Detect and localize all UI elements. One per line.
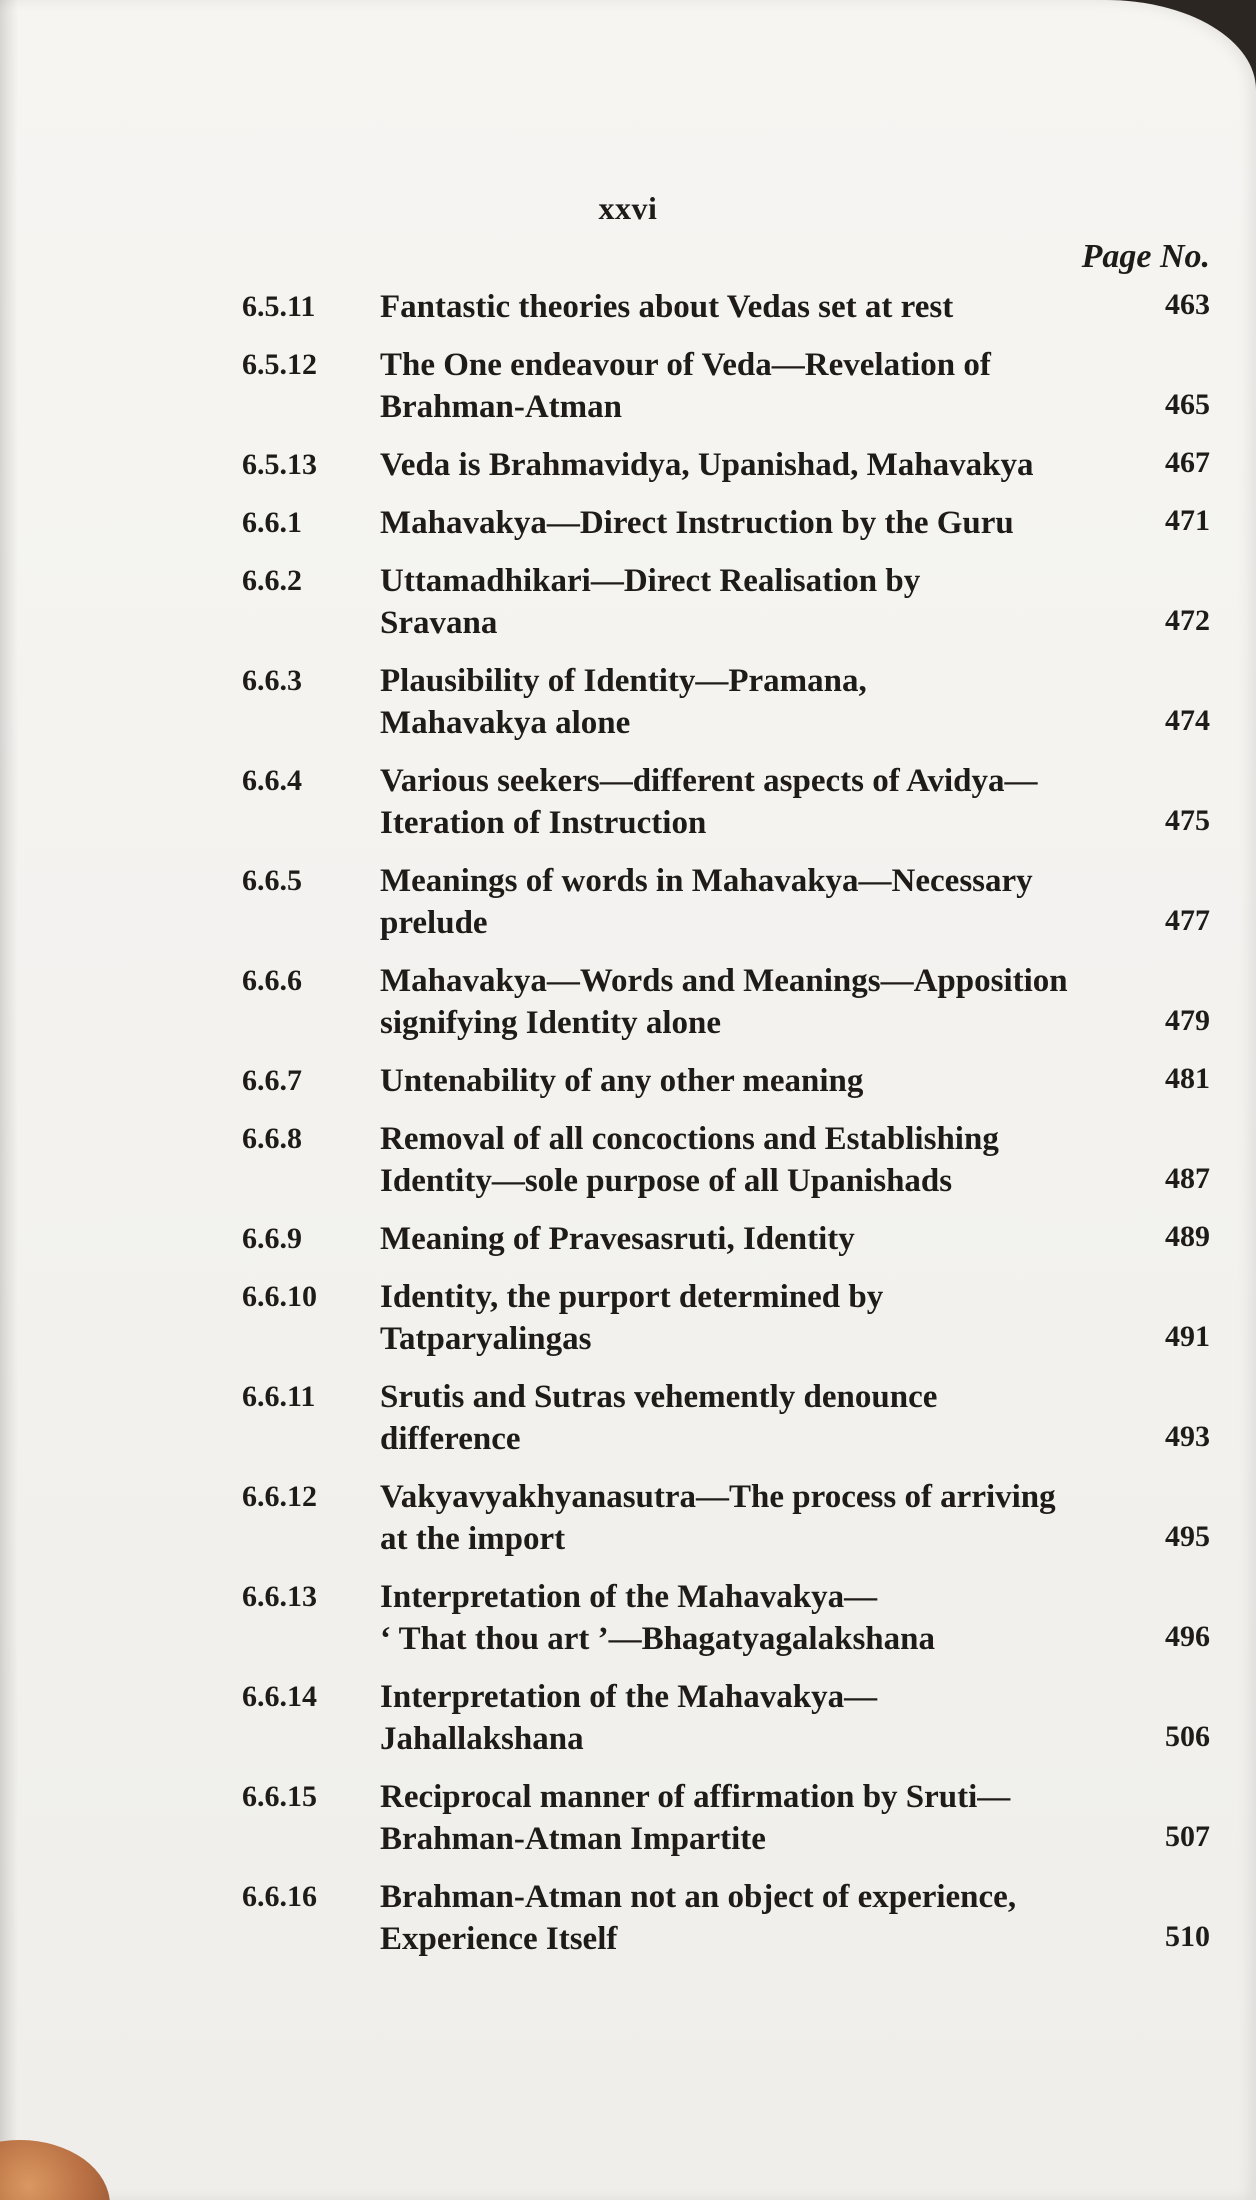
toc-title-line: Untenability of any other meaning	[380, 1063, 864, 1099]
toc-spacer	[242, 1660, 1210, 1670]
toc-page-number: 495	[1165, 1520, 1210, 1553]
toc-section-title	[380, 854, 1136, 944]
toc-title-line: Removal of all concoctions and Establishing	[380, 1121, 999, 1157]
toc-section-number: 6.6.6	[242, 964, 302, 997]
toc-section-number: 6.6.14	[242, 1680, 317, 1713]
toc-section-number: 6.5.12	[242, 348, 317, 381]
toc-title-line: Vakyavyakhyanasutra—The process of arriving	[380, 1479, 1056, 1515]
toc-page-number: 496	[1165, 1620, 1210, 1653]
toc-page-number: 463	[1165, 288, 1210, 321]
toc-spacer	[242, 328, 1210, 338]
toc-spacer	[242, 1102, 1210, 1112]
toc-title-line: Brahman-Atman not an object of experience,	[380, 1879, 1017, 1915]
toc-spacer	[242, 1202, 1210, 1212]
toc-title-line: Meanings of words in Mahavakya—Necessary	[380, 863, 1033, 899]
toc-section-number: 6.6.12	[242, 1480, 317, 1513]
toc-page-number: 472	[1165, 604, 1210, 637]
toc-title-line: Sravana	[380, 605, 498, 641]
toc-row	[242, 1112, 1210, 1202]
toc-spacer	[242, 644, 1210, 654]
toc-row	[242, 1270, 1210, 1360]
toc-title-line: Various seekers—different aspects of Avidya—	[380, 763, 1038, 799]
toc-title-line: Veda is Brahmavidya, Upanishad, Mahavakya	[380, 447, 1034, 483]
toc-title-line: Mahavakya—Direct Instruction by the Guru	[380, 505, 1014, 541]
toc-title-line: Reciprocal manner of affirmation by Sruti—	[380, 1779, 1011, 1815]
toc-page-number: 471	[1165, 504, 1210, 537]
toc-row	[242, 1870, 1210, 1960]
toc-section-number: 6.6.1	[242, 506, 302, 539]
toc-row	[242, 554, 1210, 644]
page-number-label: Page No.	[1081, 238, 1210, 275]
toc-row	[242, 1370, 1210, 1460]
toc-section-title	[380, 754, 1136, 844]
toc-spacer	[242, 1860, 1210, 1870]
toc-section-title	[380, 1870, 1136, 1960]
toc-page-number: 487	[1165, 1162, 1210, 1195]
toc-section-number: 6.6.15	[242, 1780, 317, 1813]
toc-spacer	[242, 1260, 1210, 1270]
toc-page-number: 491	[1165, 1320, 1210, 1353]
toc-title-line: Meaning of Pravesasruti, Identity	[380, 1221, 855, 1257]
toc-page-number: 465	[1165, 388, 1210, 421]
toc-section-title	[380, 1670, 1136, 1760]
toc-title-line: Srutis and Sutras vehemently denounce	[380, 1379, 938, 1415]
toc-section-title	[380, 1570, 1136, 1660]
toc-section-title	[380, 1212, 1136, 1260]
toc-section-title	[380, 338, 1136, 428]
toc-section-number: 6.6.7	[242, 1064, 302, 1097]
toc-title-line: The One endeavour of Veda—Revelation of	[380, 347, 991, 383]
toc-title-line: at the import	[380, 1521, 566, 1557]
toc-section-number: 6.6.16	[242, 1880, 317, 1913]
toc-section-number: 6.6.3	[242, 664, 302, 697]
toc-title-line: Mahavakya alone	[380, 705, 631, 741]
toc-spacer	[242, 1044, 1210, 1054]
toc-page-number: 493	[1165, 1420, 1210, 1453]
toc-spacer	[242, 428, 1210, 438]
toc-page-number: 467	[1165, 446, 1210, 479]
toc-title-line: Uttamadhikari—Direct Realisation by	[380, 563, 921, 599]
toc-spacer	[242, 944, 1210, 954]
toc-section-number: 6.6.8	[242, 1122, 302, 1155]
toc-title-line: Brahman-Atman	[380, 389, 623, 425]
toc-spacer	[242, 544, 1210, 554]
toc-page-number: 481	[1165, 1062, 1210, 1095]
toc-title-line: Plausibility of Identity—Pramana,	[380, 663, 867, 699]
toc-row	[242, 1054, 1210, 1102]
toc-spacer	[242, 1760, 1210, 1770]
toc-section-title	[380, 1270, 1136, 1360]
toc-title-line: Brahman-Atman Impartite	[380, 1821, 766, 1857]
toc-page-number: 510	[1165, 1920, 1210, 1953]
toc-page-number: 479	[1165, 1004, 1210, 1037]
toc-row	[242, 1670, 1210, 1760]
toc-title-line: prelude	[380, 905, 488, 941]
toc-title-line: Experience Itself	[380, 1921, 618, 1957]
toc-row	[242, 280, 1210, 328]
toc-title-line: Interpretation of the Mahavakya—	[380, 1679, 878, 1715]
toc-title-line: Fantastic theories about Vedas set at rest	[380, 289, 954, 325]
toc-page-number: 477	[1165, 904, 1210, 937]
toc-section-number: 6.6.2	[242, 564, 302, 597]
toc-title-line: ‘ That thou art ’—Bhagatyagalakshana	[380, 1621, 935, 1657]
toc-page-number: 506	[1165, 1720, 1210, 1753]
toc-row	[242, 1470, 1210, 1560]
toc-row	[242, 654, 1210, 744]
toc-section-title	[380, 1770, 1136, 1860]
toc-title-line: Interpretation of the Mahavakya—	[380, 1579, 878, 1615]
toc-row	[242, 754, 1210, 844]
toc-section-title	[380, 954, 1136, 1044]
finger-shadow	[0, 2140, 110, 2200]
toc-section-number: 6.6.4	[242, 764, 302, 797]
toc-spacer	[242, 844, 1210, 854]
toc-section-title	[380, 654, 1136, 744]
toc-spacer	[242, 1560, 1210, 1570]
toc-section-number: 6.6.10	[242, 1280, 317, 1313]
toc-section-title	[380, 554, 1136, 644]
toc-page-number: 489	[1165, 1220, 1210, 1253]
toc-row	[242, 1212, 1210, 1260]
toc-section-title	[380, 1370, 1136, 1460]
toc-section-number: 6.6.5	[242, 864, 302, 897]
toc-row	[242, 438, 1210, 486]
table-of-contents	[242, 280, 1210, 1960]
toc-title-line: Identity—sole purpose of all Upanishads	[380, 1163, 953, 1199]
toc-title-line: Tatparyalingas	[380, 1321, 592, 1357]
toc-title-line: signifying Identity alone	[380, 1005, 722, 1041]
toc-page-number: 475	[1165, 804, 1210, 837]
toc-page-number: 474	[1165, 704, 1210, 737]
page-header: xxvi	[598, 190, 658, 226]
toc-title-line: Identity, the purport determined by	[380, 1279, 884, 1315]
toc-row	[242, 1570, 1210, 1660]
toc-row	[242, 954, 1210, 1044]
toc-spacer	[242, 1360, 1210, 1370]
toc-row	[242, 854, 1210, 944]
toc-title-line: Mahavakya—Words and Meanings—Apposition	[380, 963, 1068, 999]
toc-section-title	[380, 1470, 1136, 1560]
toc-page-number: 507	[1165, 1820, 1210, 1853]
toc-row	[242, 1770, 1210, 1860]
toc-section-title	[380, 496, 1136, 544]
toc-row	[242, 338, 1210, 428]
toc-section-title	[380, 1112, 1136, 1202]
toc-section-number: 6.6.11	[242, 1380, 316, 1413]
page-edge-shadow	[0, 0, 18, 2200]
toc-section-number: 6.6.13	[242, 1580, 317, 1613]
toc-spacer	[242, 744, 1210, 754]
toc-spacer	[242, 1460, 1210, 1470]
toc-title-line: Jahallakshana	[380, 1721, 584, 1757]
toc-section-title	[380, 438, 1136, 486]
toc-section-number: 6.6.9	[242, 1222, 302, 1255]
toc-title-line: Iteration of Instruction	[380, 805, 707, 841]
toc-row	[242, 496, 1210, 544]
toc-section-number: 6.5.13	[242, 448, 317, 481]
toc-spacer	[242, 486, 1210, 496]
toc-section-title	[380, 1054, 1136, 1102]
toc-section-number: 6.5.11	[242, 290, 316, 323]
toc-title-line: difference	[380, 1421, 521, 1457]
toc-section-title	[380, 280, 1136, 328]
